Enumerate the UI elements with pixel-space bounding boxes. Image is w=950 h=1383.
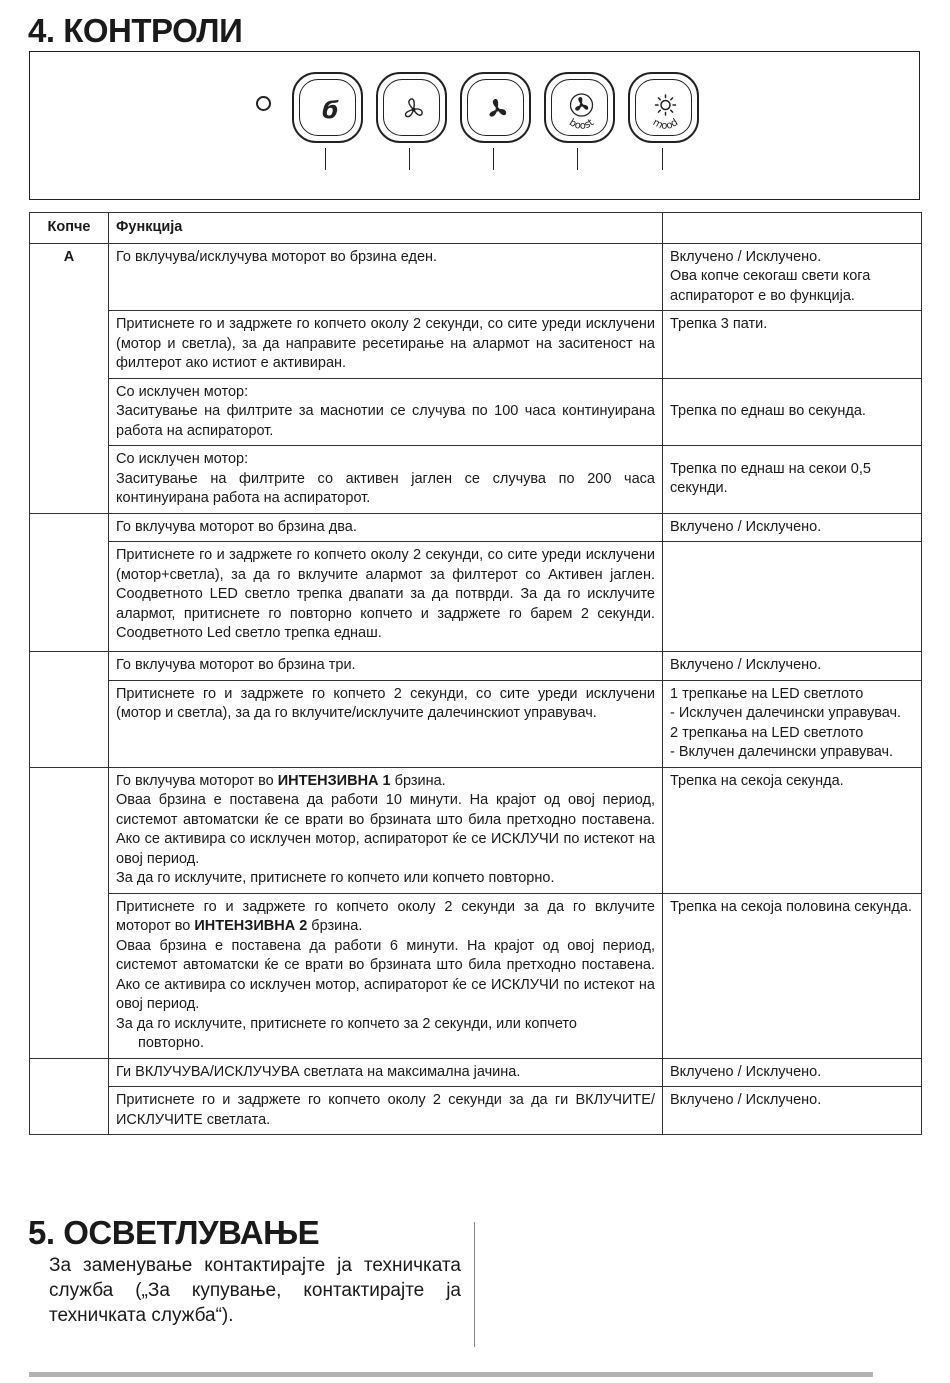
speed-3-button (460, 72, 531, 143)
function-text: Притиснете го и задржете го копчето околу 2 секунди за да ги ВКЛУЧИТЕ/ ИСКЛУЧИТЕ светлата. (116, 1092, 655, 1128)
state-text: Вклучено / Исклучено. (670, 657, 822, 673)
state-cell (663, 1087, 922, 1135)
state-cell (663, 542, 922, 652)
function-text: Притиснете го и задржете го копчето 2 секунди, со сите уреди исклучени (мотор и светла), за да го вклучите/исклучите далечинскиот управувач. (116, 685, 655, 721)
function-cell (109, 893, 663, 1058)
state-text: 1 трепкање на LED светлото (670, 685, 864, 702)
state-text: Трепка 3 пати. (670, 316, 768, 332)
function-cell (109, 1087, 663, 1135)
function-text: Го вклучува моторот во брзина три. (116, 657, 356, 673)
header-function: Функција (109, 213, 663, 244)
svg-text:ϭ: ϭ (320, 96, 339, 124)
column-divider (474, 1222, 475, 1347)
callout-line (325, 148, 326, 170)
table-row (30, 767, 922, 893)
function-text: Со исклучен мотор: (116, 451, 249, 467)
table-row (30, 542, 922, 652)
state-text: Трепка на секоја половина секунда. (670, 898, 912, 915)
state-cell (663, 767, 922, 893)
fan-speed-1-icon (378, 74, 449, 145)
function-text: Притиснете го и задржете го копчето околу 2 секунди, со сите уреди исклучени (мотор и светла), за да направите ресетирање на алармот на заситеност на филтерот ако истиот е активиран. (116, 316, 655, 371)
function-text: повторно. (138, 1035, 205, 1051)
table-row (30, 513, 922, 542)
state-text: 2 трепкања на LED светлото (670, 724, 864, 741)
controls-table (29, 212, 922, 1135)
function-cell (109, 378, 663, 446)
key-cell (30, 513, 109, 652)
svg-text:boost: boost (567, 117, 597, 132)
function-cell (109, 513, 663, 542)
light-mood-icon (630, 74, 701, 145)
state-text: Вклучено / Исклучено. (670, 1092, 822, 1108)
state-cell (663, 513, 922, 542)
footer-bar (29, 1372, 873, 1377)
function-cell (109, 1058, 663, 1087)
speed-name: ИНТЕНЗИВНА 1 (277, 772, 391, 789)
function-text: Ги ВКЛУЧУВА/ИСКЛУЧУВА светлата на максимална јачина. (116, 1063, 521, 1080)
table-row (30, 446, 922, 514)
table-header-row (30, 213, 922, 244)
function-text: Заситување на филтрите со активен јаглен се случува по 200 часа континуирана работа на аспираторот. (116, 470, 655, 506)
function-text: Оваа брзина е поставена да работи 10 минути. На крајот од овој период, системот автоматски ќе се врати во брзината што била претходно поставена. Ако се активира со исклучен мотор, аспираторот ќе се ИСКЛУЧИ по истекот на овој период. (116, 792, 655, 867)
key-cell (30, 767, 109, 1058)
filter-button (292, 72, 363, 143)
function-text: Го вклучува моторот во брзина два. (116, 518, 357, 535)
function-text: Притиснете го и задржете го копчето околу 2 секунди, со сите уреди исклучени (мотор+светла), за да го вклучите алармот за филтерот со Активен јаглен. Соодветното LED светло трепка двапати за да потврди. За да го исклучите алармот, притиснете го повторно копчето и задржете го барем 2 секунди. Соодветното Led светло трепка еднаш. (116, 547, 655, 641)
callout-line (662, 148, 663, 170)
state-text: Вклучено / Исклучено. (670, 248, 822, 265)
function-cell (109, 542, 663, 652)
control-panel-diagram (29, 51, 920, 200)
filter-icon (294, 74, 365, 145)
key-cell: A (30, 243, 109, 513)
state-cell (663, 893, 922, 1058)
lighting-paragraph: За заменување контактирајте ја техничката служба („За купување, контактирајте ја техничката служба“). (49, 1255, 461, 1326)
table-row (30, 243, 922, 311)
fan-speed-3-icon (462, 74, 533, 145)
state-text: Трепка по еднаш на секои 0,5 секунди. (670, 460, 871, 497)
state-cell (663, 378, 922, 446)
key-cell (30, 1058, 109, 1135)
mood-button (628, 72, 699, 143)
table-row (30, 1087, 922, 1135)
state-cell (663, 1058, 922, 1087)
function-cell (109, 652, 663, 681)
state-cell (663, 311, 922, 379)
svg-text:mood: mood (650, 117, 681, 132)
state-text: Вклучено / Исклучено. (670, 1063, 822, 1080)
state-text: - Вклучен далечински управувач. (670, 744, 894, 760)
table-row (30, 893, 922, 1058)
function-cell (109, 243, 663, 311)
state-text: Вклучено / Исклучено. (670, 518, 822, 535)
table-row (30, 1058, 922, 1087)
function-text: За да го исклучите, притиснете го копчето или копчето повторно. (116, 870, 555, 886)
key-cell (30, 652, 109, 768)
function-text: Го вклучува моторот во ИНТЕНЗИВНА 1 брзина. (116, 772, 446, 789)
callout-line (409, 148, 410, 170)
state-text: Трепка на секоја секунда. (670, 772, 844, 789)
state-cell (663, 652, 922, 681)
header-key: Копче (30, 213, 109, 244)
section-title-controls: 4. КОНТРОЛИ (28, 12, 243, 49)
state-cell (663, 446, 922, 514)
function-cell (109, 311, 663, 379)
callout-line (577, 148, 578, 170)
table-row (30, 652, 922, 681)
function-cell (109, 680, 663, 767)
function-text: За да го исклучите, притиснете го копчето за 2 секунди, или копчето (116, 1015, 577, 1032)
speed-name: ИНТЕНЗИВНА 2 (194, 918, 308, 934)
function-text: Со исклучен мотор: (116, 383, 249, 400)
function-cell (109, 767, 663, 893)
state-text: - Исклучен далечински управувач. (670, 705, 902, 721)
led-indicator-icon (256, 96, 271, 111)
state-cell (663, 243, 922, 311)
function-text: Заситување на филтрите за маснотии се случува по 100 часа континуирана работа на аспираторот. (116, 403, 655, 439)
speed-1-button (376, 72, 447, 143)
header-state (663, 213, 922, 244)
boost-button (544, 72, 615, 143)
function-text: Го вклучува/исклучува моторот во брзина еден. (116, 248, 438, 265)
section-title-lighting: 5. ОСВЕТЛУВАЊЕ (28, 1214, 320, 1251)
callout-line (493, 148, 494, 170)
function-text: Оваа брзина е поставена да работи 6 минути. На крајот од овој период, системот автоматски ќе се врати во брзината што била претходно поставена. Ако се активира со исклучен мотор, аспираторот ќе се ИСКЛУЧИ по истекот на овој период. (116, 937, 655, 1012)
state-text: Трепка по еднаш во секунда. (670, 403, 866, 419)
function-text: Притиснете го и задржете го копчето околу 2 секунди за да го вклучите моторот во ИНТЕНЗИВНА 2 брзина. (116, 898, 655, 934)
table-row (30, 680, 922, 767)
state-text: Ова копче секогаш свети кога аспираторот е во функција. (670, 268, 871, 304)
table-row (30, 311, 922, 379)
fan-boost-icon (546, 74, 617, 145)
state-cell (663, 680, 922, 767)
function-cell (109, 446, 663, 514)
table-row (30, 378, 922, 446)
